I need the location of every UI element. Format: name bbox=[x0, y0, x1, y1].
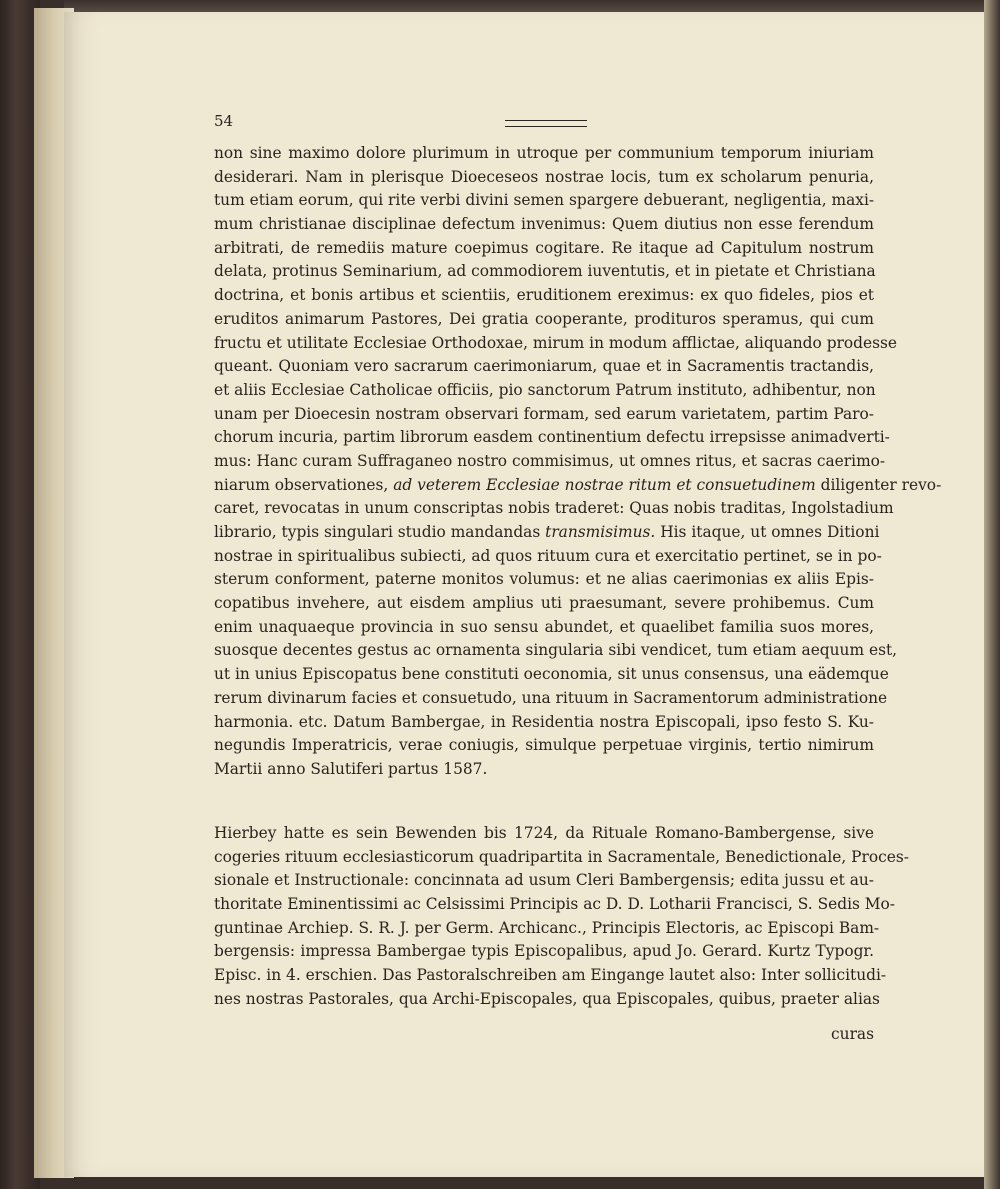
paragraph-main bbox=[214, 142, 942, 782]
text-line: copatibus invehere, aut eisdem amplius uti praesumant, severe prohibemus. Cum bbox=[214, 594, 874, 613]
text-line: guntinae Archiep. S. R. J. per Germ. Archicanc., Principis Electoris, ac Episcopi Bam- bbox=[214, 918, 880, 937]
page-number: 54 bbox=[214, 112, 234, 130]
header-rule bbox=[505, 120, 587, 127]
text-line-with-italic bbox=[214, 521, 880, 545]
text-line: et aliis Ecclesiae Catholicae officiis, pio sanctorum Patrum instituto, adhibentur, non bbox=[214, 380, 876, 399]
text-line: harmonia. etc. Datum Bambergae, in Residentia nostra Episcopali, ipso festo S. Ku- bbox=[214, 712, 874, 731]
paragraph-second bbox=[214, 822, 909, 1012]
text-line: enim unaquaeque provincia in suo sensu abundet, et quaelibet familia suos mores, bbox=[214, 617, 874, 636]
text-span: librario, typis singulari studio mandandas bbox=[214, 523, 546, 541]
text-line: negundis Imperatricis, verae coniugis, simulque perpetuae virginis, tertio nimirum bbox=[214, 736, 874, 755]
text-line: Martii anno Salutiferi partus 1587. bbox=[214, 759, 488, 778]
text-line: sterum conforment, paterne monitos volumus: et ne alias caerimonias ex aliis Epis- bbox=[214, 570, 874, 589]
book-binding-right bbox=[984, 0, 1000, 1189]
text-line: tum etiam eorum, qui rite verbi divini semen spargere debuerant, negligentia, maxi- bbox=[214, 191, 875, 210]
text-line: delata, protinus Seminarium, ad commodiorem iuventutis, et in pietate et Christiana bbox=[214, 262, 876, 281]
text-line: nes nostras Pastorales, qua Archi-Episcopales, qua Episcopales, quibus, praeter alias bbox=[214, 989, 880, 1008]
text-line: bergensis: impressa Bambergae typis Episcopalibus, apud Jo. Gerard. Kurtz Typogr. bbox=[214, 942, 874, 961]
text-span: niarum observationes, bbox=[214, 475, 394, 494]
text-line: arbitrati, de remediis mature coepimus cogitare. Re itaque ad Capitulum nostrum bbox=[214, 238, 874, 257]
text-line: fructu et utilitate Ecclesiae Orthodoxae, mirum in modum afflictae, aliquando prodesse bbox=[214, 333, 898, 352]
italic-phrase: ad veterem Ecclesiae nostrae ritum et consuetudinem bbox=[393, 475, 816, 494]
text-line: unam per Dioecesin nostram observari formam, sed earum varietatem, partim Paro- bbox=[214, 404, 874, 423]
text-line: suosque decentes gestus ac ornamenta singularia sibi vendicet, tum etiam aequum est, bbox=[214, 641, 898, 660]
text-line-with-italic bbox=[214, 474, 942, 498]
text-line: doctrina, et bonis artibus et scientiis, eruditionem ereximus: ex quo fideles, pios et bbox=[214, 286, 874, 305]
text-line: queant. Quoniam vero sacrarum caerimoniarum, quae et in Sacramentis tractandis, bbox=[214, 357, 874, 376]
text-line: eruditos animarum Pastores, Dei gratia cooperante, prodituros speramus, qui cum bbox=[214, 309, 874, 328]
text-span: His itaque, ut omnes Ditioni bbox=[655, 523, 880, 541]
text-line: sionale et Instructionale: concinnata ad usum Cleri Bambergensis; edita jussu et au- bbox=[214, 871, 874, 890]
text-line: mum christianae disciplinae defectum invenimus: Quem diutius non esse ferendum bbox=[214, 215, 874, 234]
text-span: diligenter revo- bbox=[815, 475, 942, 494]
text-line: mus: Hanc curam Suffraganeo nostro commisimus, ut omnes ritus, et sacras caerimo- bbox=[214, 451, 886, 470]
text-line: Episc. in 4. erschien. Das Pastoralschreiben am Eingange lautet also: Inter sollicitudi- bbox=[214, 966, 887, 985]
text-line: chorum incuria, partim librorum easdem continentium defectu irrepsisse animadverti- bbox=[214, 428, 890, 447]
text-line: desiderari. Nam in plerisque Dioeceseos nostrae locis, tum ex scholarum penuria, bbox=[214, 167, 874, 186]
text-line: nostrae in spiritualibus subiecti, ad quos rituum cura et exercitatio pertinet, se in po- bbox=[214, 546, 882, 565]
text-line: ut in unius Episcopatus bene constituti oeconomia, sit unus consensus, una eädemque bbox=[214, 665, 889, 684]
italic-word: transmisimus. bbox=[545, 523, 656, 541]
text-line: caret, revocatas in unum conscriptas nobis traderet: Quas nobis traditas, Ingolstadium bbox=[214, 499, 894, 518]
text-line: thoritate Eminentissimi ac Celsissimi Principis ac D. D. Lotharii Francisci, S. Sedis Mo- bbox=[214, 895, 896, 914]
text-line: cogeries rituum ecclesiasticorum quadripartita in Sacramentale, Benedictionale, Proces- bbox=[214, 847, 909, 866]
catchword: curas bbox=[831, 1025, 874, 1043]
text-line: non sine maximo dolore plurimum in utroque per communium temporum iniuriam bbox=[214, 144, 874, 162]
text-line: Hierbey hatte es sein Bewenden bis 1724, da Rituale Romano-Bambergense, sive bbox=[214, 824, 874, 842]
text-line: rerum divinarum facies et consuetudo, una rituum in Sacramentorum administratione bbox=[214, 688, 888, 707]
